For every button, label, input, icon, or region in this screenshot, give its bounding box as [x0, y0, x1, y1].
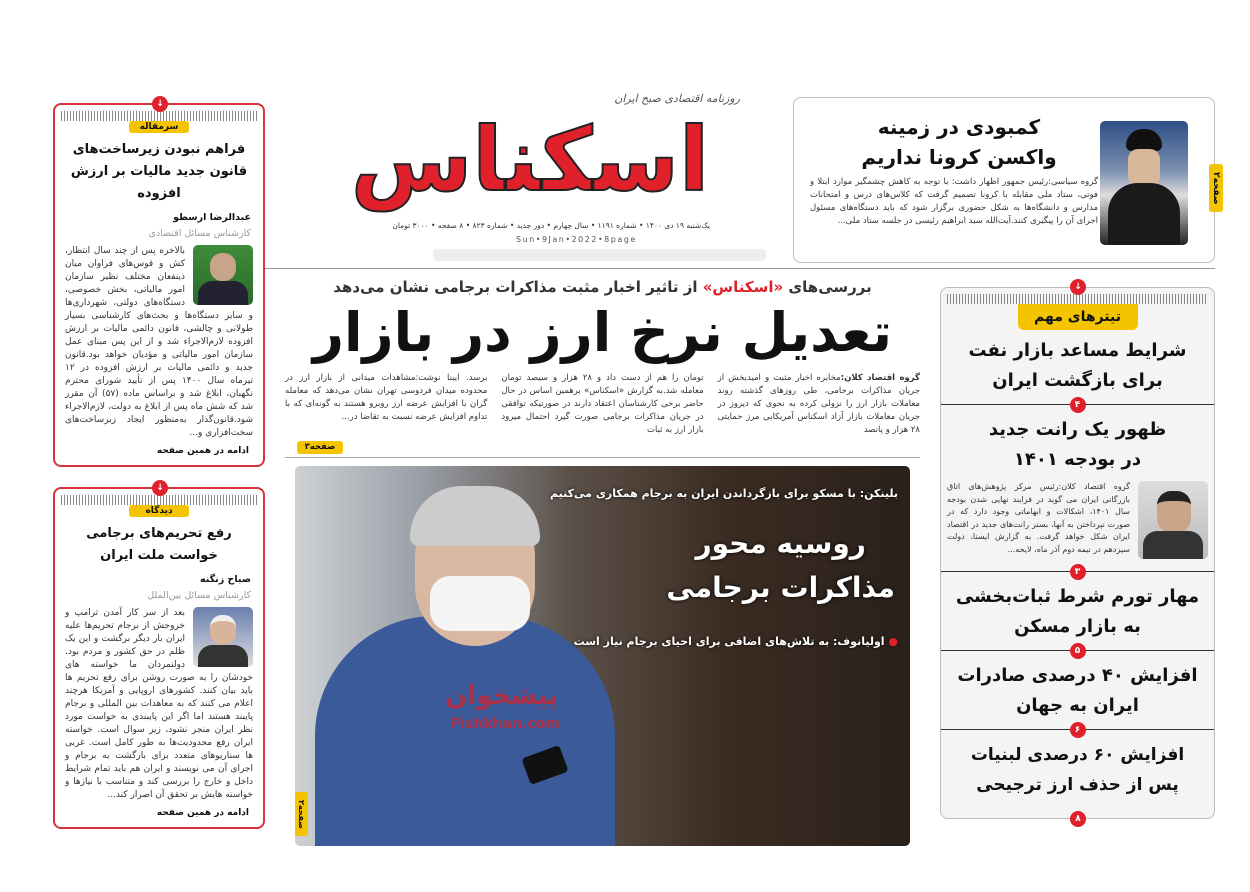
lead-byline: گروه اقتصاد کلان: — [840, 373, 920, 383]
headline-body: گروه اقتصاد کلان:رئیس مرکز پژوهش‌های اتاق بازرگانی ایران می گوید در فرایند نهایی شدن بودجه سال ۱۴۰۱، اشکالات و ابهاماتی وجود دارد که در صورت نپرداختن به آنها، بستر رانت‌های جدید در اقتصاد ایران شکل خواهد گرفت. به گزارش ایسنا، دولت سیزدهم در نیمه دوم آذر ماه، لایحه... — [947, 482, 1130, 554]
editorial-body: بالاخره پس از چند سال انتظار، کش و قوس‌های فراوان میان ذینفعان مختلف نظیر سازمان امور مالیاتی، بخش خصوصی، دستگاه‌های دولتی، شهرداری‌ها و سایر دستگاه‌ها و بحث‌های کارشناسی بسیار طولانی و چالشی، قانون دائمی مالیات بر ارزش افزوده لازم‌الاجراء شد و از این پس مبنای عمل سازمان امور مالیاتی و مؤدیان خواهد بود.قانون جدید و دائمی مالیات بر ارزش افزوده در ۱۲ تیرماه سال ۱۴۰۰ پس از تأیید شورای محترم نگهبان، ابلاغ شد و براساس ماده (۵۷) آن مقرر شد که شش ماه پس از ابلاغ به دولت، لازم‌الاجراء شود.قانون‌گذار به‌منظور ایجاد زیرساخت‌های سخت‌افزاری و... — [65, 246, 254, 438]
bullet-icon: ● — [884, 635, 898, 648]
photo-kicker: بلینکن: با مسکو برای بازگرداندن ایران به برجام همکاری می‌کنیم — [550, 487, 898, 500]
opinion-more-link[interactable]: ادامه در همین صفحه — [156, 808, 249, 818]
lead-column-2: تومان را هم از دست داد و ۲۸ هزار و سیصد تومان معامله شد.به گزارش «اسکناس» برهمین اساس در حال حاضر برخی کارشناسان اعتقاد دارند در صورتیکه توافقی در جریان مذاکرات برجامی صورت گیرد احتمال میرود بازار ارز به ثبات — [501, 373, 704, 435]
number-badge: ۴ — [1070, 397, 1086, 413]
author-photo — [193, 245, 253, 305]
arrow-down-icon: ↓ — [1070, 279, 1086, 295]
opinion-tag: دیدگاه — [129, 505, 189, 517]
headline-line: افزایش ۶۰ درصدی لبنیات — [970, 745, 1185, 765]
watermark-en: Pishkhan.com — [450, 716, 560, 732]
lead-kicker[interactable] — [285, 276, 920, 298]
left-column — [53, 99, 265, 829]
headline-line: شرایط مساعد بازار نفت — [968, 340, 1187, 361]
mask — [430, 576, 530, 631]
top-story-title-1[interactable]: کمبودی در زمینه — [877, 115, 1041, 139]
headline-line: پس از حذف ارز ترجیحی — [976, 775, 1179, 795]
editorial-tag: سرمقاله — [129, 121, 189, 133]
date-persian: یک‌شنبه ۱۹ دی ۱۴۰۰ • شماره ۱۱۹۱ • سال چهارم • دور جدید • شماره ۸۲۳ • ۸ صفحه • ۳۰۰۰ تومان — [392, 221, 710, 230]
headline-item[interactable] — [941, 567, 1214, 650]
lead-page-tag[interactable]: صفحه۳ — [297, 441, 343, 454]
page-tag[interactable]: صفحه۲ — [1209, 164, 1223, 212]
headline-item[interactable] — [941, 330, 1214, 404]
photo-page-tag[interactable]: صفحه۲ — [295, 792, 308, 836]
number-badge: ۳ — [1070, 564, 1086, 580]
kicker-pre: بررسی‌های — [788, 278, 872, 296]
headline-line: افزایش ۴۰ درصدی صادرات — [957, 665, 1198, 686]
opinion-role: کارشناس مسائل بین‌الملل — [147, 590, 251, 601]
hair — [410, 486, 540, 546]
center-column — [285, 276, 920, 846]
headline-line: ایران به جهان — [1016, 695, 1139, 716]
headline-line: برای بازگشت ایران — [992, 370, 1163, 391]
number-badge: ۸ — [1070, 811, 1086, 827]
divider — [285, 457, 920, 458]
lead-column-3: برسد. ایبنا نوشت:مشاهدات میدانی از بازار ارز در محدوده میدان فردوسی تهران نشان می‌دهد که معامله گران با افزایش عرضه ارز روبرو هستند به گونه‌ای که با تداوم افزایش عرضه نسبت به تقاضا در... — [285, 373, 488, 422]
photo-sub-text: اولیانوف: به تلاش‌های اضافی برای احیای برجام نیاز است — [573, 635, 885, 648]
arrow-down-icon: ↓ — [152, 480, 168, 496]
author-photo — [193, 607, 253, 667]
number-badge: ۵ — [1070, 643, 1086, 659]
lead-col1-text: مخابره اخبار مثبت و امیدبخش از جریان مذاکرات برجامی، طی روزهای گذشته روند معاملات بازار ارز را نزولی کرده به نحوی که دیروز در جریان معاملات بازار آزاد اسکناس آمریکایی مرز حمایتی ۲۸ هزار و پانصد — [717, 373, 920, 435]
headline-item[interactable] — [941, 400, 1214, 571]
top-story-box[interactable] — [793, 97, 1221, 263]
editorial-title[interactable]: فراهم نبودن زیرساخت‌های قانون جدید مالیات بر ارزش افزوده — [70, 142, 248, 201]
tagline: روزنامه اقتصادی صبح ایران — [614, 92, 740, 105]
number-badge: ۶ — [1070, 722, 1086, 738]
top-story-body: گروه سیاسی:رئیس جمهور اظهار داشت: با توجه به کاهش چشمگیر موارد ابتلا و فوتی، ستاد ملی مقابله با کرونا تصمیم گرفت که کلاس‌های درس و امتحانات مدارس و دانشگاه‌ها به شکل حضوری برگزار شود که باید دستگاه‌های مسئول اجرای آن را پیگیری کنند.آیت‌الله سید ابراهیم رئیسی در جلسه ستاد ملی... — [810, 177, 1098, 226]
headline-line: در بودجه ۱۴۰۱ — [1013, 449, 1142, 470]
headline-line: مهار تورم شرط ثبات‌بخشی — [955, 586, 1200, 607]
divider — [265, 268, 1215, 269]
headline-line: به بازار مسکن — [1014, 616, 1141, 637]
opinion-title[interactable]: رفع تحریم‌های برجامی خواست ملت ایران — [86, 526, 232, 563]
headline-line: ظهور یک رانت جدید — [988, 419, 1167, 440]
watermark: پیشخوان — [445, 681, 558, 711]
photo-story[interactable] — [295, 466, 910, 846]
editorial-more-link[interactable]: ادامه در همین صفحه — [156, 446, 249, 456]
newspaper-logo[interactable]: اسکناس — [350, 108, 710, 211]
top-story-title-2[interactable]: واکسن کرونا نداریم — [861, 145, 1057, 169]
opinion-author: صباح زنگنه — [200, 574, 251, 585]
lead-headline[interactable]: تعدیل نرخ ارز در بازار — [312, 301, 893, 364]
arrow-down-icon: ↓ — [152, 96, 168, 112]
researcher-photo — [1138, 481, 1208, 559]
photo-sub — [574, 634, 898, 649]
kicker-brand: «اسکناس» — [702, 278, 784, 296]
headlines-box — [940, 282, 1215, 824]
editorial-box[interactable] — [53, 99, 265, 467]
opinion-body: بعد از سر کار آمدن ترامپ و خروجش از برجام تحریم‌ها علیه ایران بار دیگر برگشت و این یک ظلم در حق کشور و مردم بود. دولتمردان ما خواسته های خودشان را به صورت روشن برای رفع تحریم ها باید بیان کنند. کشورهای اروپایی و آمریکا هرچند اعلام می کنند که به معاهدات بین المللی و برجام پایبند هستند اما اگر این پایبندی به خواست مورد نظر ایران منجر نشود، زیر سوال است. خواسته ایران رفع محدودیت‌ها به طور کامل است. غربی ها سناریوهای متعدد برای بازگشت به برجام و اجرای آن می نویسند و ایران هم باید تمام شرایط داخل و خارج را بررسی کند و متناسب با نیازها و خواسته هایش بر تحقق آن اصرار کند... — [65, 608, 253, 800]
editorial-role: کارشناس مسائل اقتصادی — [148, 228, 251, 239]
editorial-author: عبدالرضا ارسطو — [173, 212, 251, 223]
masthead-bar — [433, 249, 766, 261]
photo-headline[interactable] — [666, 522, 895, 610]
headlines-tag: تیترهای مهم — [1018, 304, 1138, 330]
photo-title-2: مذاکرات برجامی — [666, 571, 895, 604]
masthead — [290, 92, 770, 267]
photo-title-1: روسیه محور — [695, 527, 866, 560]
headline-item[interactable] — [941, 725, 1214, 808]
opinion-box[interactable] — [53, 483, 265, 829]
kicker-post: از تاثیر اخبار مثبت مذاکرات برجامی نشان می‌دهد — [333, 278, 698, 296]
president-photo — [1100, 121, 1188, 245]
date-english: Sun•9Jan•2022•8page — [516, 235, 637, 244]
lead-column-1 — [718, 372, 920, 437]
headline-item[interactable] — [941, 646, 1214, 729]
